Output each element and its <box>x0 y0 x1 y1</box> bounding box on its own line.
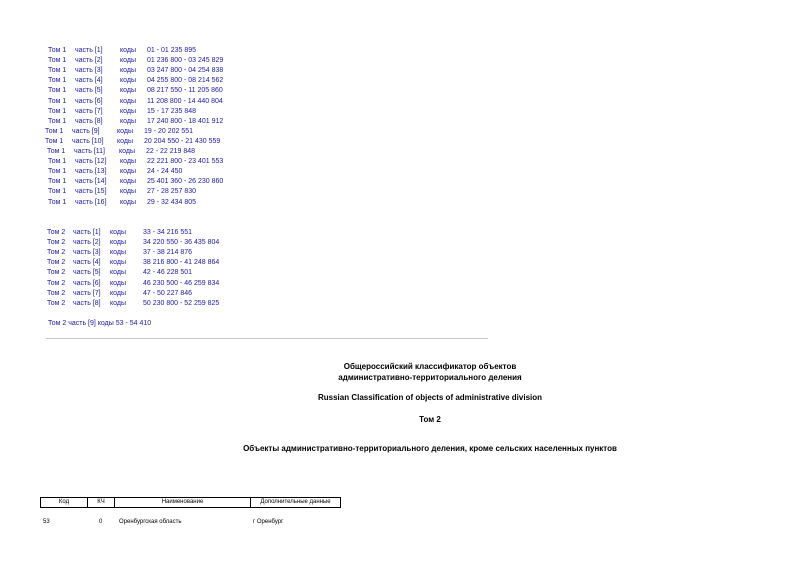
part-tom: Том 1 <box>48 188 67 196</box>
part-part: часть [6] <box>73 279 101 287</box>
part-tom: Том 1 <box>48 158 67 166</box>
part-tom: Том 1 <box>45 127 64 135</box>
part-tom: Том 2 <box>47 249 66 257</box>
part-part: часть [2] <box>73 239 101 247</box>
part-tom: Том 1 <box>45 137 64 145</box>
volume2-part9-link[interactable]: Том 2 часть [9] коды 53 - 54 410 <box>48 320 152 327</box>
part-range: 04 255 800 - 08 214 562 <box>147 77 224 85</box>
part-range: 24 - 24 450 <box>147 168 183 176</box>
part-range: 01 - 01 235 895 <box>147 47 197 54</box>
part-part: часть [9] <box>72 127 100 135</box>
part-codes: коды <box>110 229 126 236</box>
part-part: часть [13] <box>75 168 107 176</box>
part-codes: коды <box>110 259 126 267</box>
part-codes: коды <box>120 57 136 65</box>
part-codes: коды <box>117 127 133 135</box>
part-tom: Том 2 <box>47 269 66 277</box>
part-part: часть [1] <box>73 229 101 236</box>
part-tom: Том 1 <box>48 107 67 115</box>
part-range: 50 230 800 - 52 259 825 <box>143 299 220 307</box>
part-codes: коды <box>110 289 126 297</box>
part-codes: коды <box>120 168 136 176</box>
header-name: Наименование <box>115 498 251 507</box>
part-codes: коды <box>110 279 126 287</box>
part-part: часть [1] <box>75 47 103 54</box>
part-range: 20 204 550 - 21 430 559 <box>144 137 221 145</box>
table-header <box>40 497 341 508</box>
part-tom: Том 2 <box>47 229 66 236</box>
part-part: часть [7] <box>75 107 103 115</box>
row-kch: 0 <box>99 519 103 525</box>
part-codes: коды <box>120 67 136 75</box>
row-name: Оренбургская область <box>119 519 182 525</box>
header-code: Код <box>41 498 88 507</box>
part-range: 47 - 50 227 846 <box>143 289 193 297</box>
title-english: Russian Classification of objects of administrative division <box>317 393 543 402</box>
part-part: часть [10] <box>72 137 104 145</box>
part-range: 11 208 800 - 14 440 804 <box>147 97 223 105</box>
title-line-1: Общероссийский классификатор объектов <box>343 362 517 371</box>
part-tom: Том 2 <box>47 289 66 297</box>
part-part: часть [12] <box>75 158 107 166</box>
part-part: часть [5] <box>75 87 103 95</box>
part-range: 17 240 800 - 18 401 912 <box>147 117 224 125</box>
part-tom: Том 2 <box>47 279 66 287</box>
part-codes: коды <box>120 97 136 105</box>
part-codes: коды <box>120 107 136 115</box>
title-line-2: административно-территориального деления <box>338 373 522 382</box>
separator-line <box>46 338 488 339</box>
part-tom: Том 2 <box>47 259 66 267</box>
part-tom: Том 1 <box>48 87 67 95</box>
part-range: 38 216 800 - 41 248 864 <box>143 259 220 267</box>
part-tom: Том 1 <box>48 77 67 85</box>
part-tom: Том 1 <box>48 97 67 105</box>
part-part: часть [8] <box>75 117 103 125</box>
part-range: 08 217 550 - 11 205 860 <box>147 87 223 95</box>
part-part: часть [3] <box>75 67 103 75</box>
part-codes: коды <box>110 249 126 257</box>
part-tom: Том 1 <box>48 57 67 65</box>
part-range: 03 247 800 - 04 254 838 <box>147 67 224 75</box>
header-kch: КЧ <box>88 498 115 507</box>
part-codes: коды <box>110 299 126 307</box>
part-part: часть [6] <box>75 97 103 105</box>
part-part: часть [3] <box>73 249 101 257</box>
part-tom: Том 1 <box>48 67 67 75</box>
part-tom: Том 1 <box>48 168 67 176</box>
part-codes: коды <box>120 188 136 196</box>
part-range: 34 220 550 - 36 435 804 <box>143 239 220 247</box>
part-range: 27 - 28 257 830 <box>147 188 197 196</box>
part-codes: коды <box>110 239 126 247</box>
part-part: часть [15] <box>75 188 107 196</box>
part-range: 15 - 17 235 848 <box>147 107 197 115</box>
part-range: 33 - 34 216 551 <box>143 229 193 236</box>
part-range: 37 - 38 214 876 <box>143 249 193 257</box>
part-tom: Том 1 <box>48 47 67 54</box>
part-part: часть [4] <box>73 259 101 267</box>
part-tom: Том 1 <box>48 178 67 186</box>
part-part: часть [5] <box>73 269 101 277</box>
title-volume: Том 2 <box>419 415 441 424</box>
part-range: 42 - 46 228 501 <box>143 269 193 277</box>
part-part: часть [8] <box>73 299 101 307</box>
part-codes: коды <box>120 178 136 186</box>
part-tom: Том 1 <box>48 117 67 125</box>
part-codes: коды <box>120 87 136 95</box>
part-codes: коды <box>120 47 136 54</box>
part-codes: коды <box>120 77 136 85</box>
part-part: часть [14] <box>75 178 107 186</box>
part-range: 22 - 22 219 848 <box>146 148 196 155</box>
part-range: 01 236 800 - 03 245 829 <box>147 57 224 65</box>
part-part: часть [11] <box>74 148 105 155</box>
part-codes: коды <box>120 158 136 166</box>
part-tom: Том 1 <box>48 198 67 206</box>
title-subtitle: Объекты административно-территориального деления, кроме сельских населенных пунктов <box>243 444 617 453</box>
part-part: часть [7] <box>73 289 101 297</box>
part-tom: Том 2 <box>47 239 66 247</box>
part-range: 22 221 800 - 23 401 553 <box>147 158 224 166</box>
part-range: 29 - 32 434 805 <box>147 198 197 206</box>
part-part: часть [2] <box>75 57 103 65</box>
part-codes: коды <box>117 137 133 145</box>
part-part: часть [4] <box>75 77 103 85</box>
row-extra: г Оренбург <box>253 519 284 525</box>
row-code: 53 <box>43 519 50 525</box>
part-codes: коды <box>110 269 126 277</box>
part-tom: Том 1 <box>47 148 66 155</box>
part-codes: коды <box>120 117 136 125</box>
part-range: 46 230 500 - 46 259 834 <box>143 279 220 287</box>
part-range: 19 - 20 202 551 <box>144 127 194 135</box>
part-codes: коды <box>119 148 135 155</box>
part-tom: Том 2 <box>47 299 66 307</box>
part-range: 25 401 360 - 26 230 860 <box>147 178 224 186</box>
part-codes: коды <box>120 198 136 206</box>
header-extra: Дополнительные данные <box>260 499 331 505</box>
part-part: часть [16] <box>75 198 107 206</box>
